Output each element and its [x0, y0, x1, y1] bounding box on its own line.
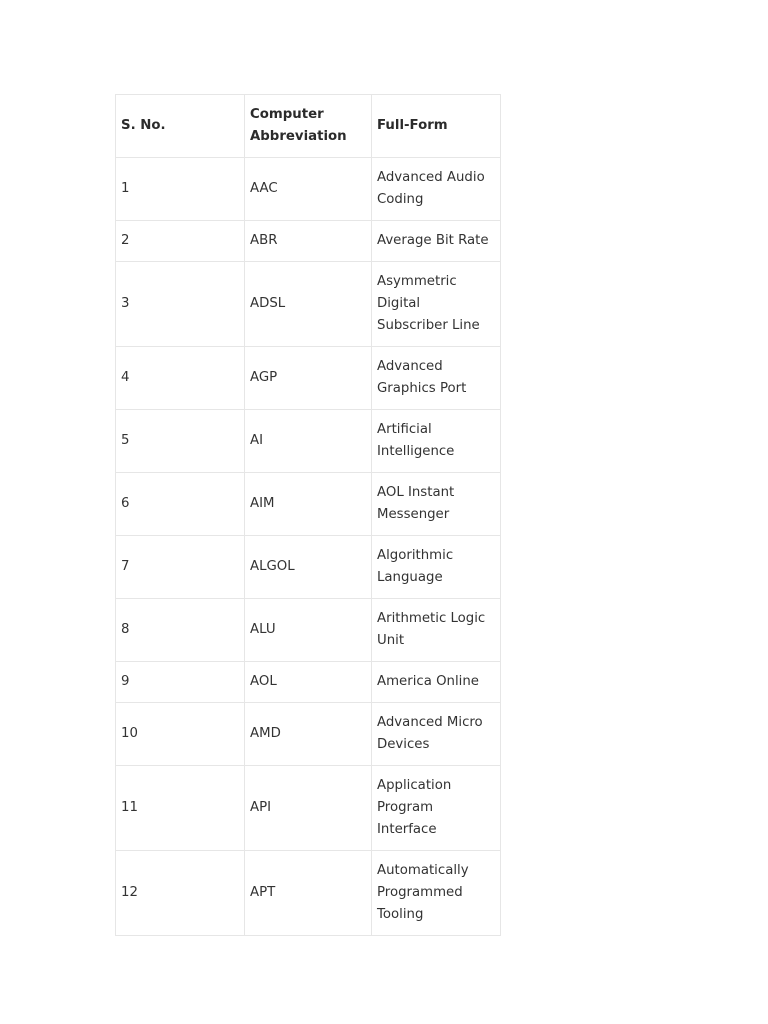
abbreviation-cell: AGP	[245, 347, 372, 410]
abbreviation-cell: ABR	[245, 221, 372, 262]
abbreviation-cell: API	[245, 766, 372, 851]
abbreviation-cell: ADSL	[245, 262, 372, 347]
abbreviation-cell: AOL	[245, 662, 372, 703]
header-row	[116, 95, 501, 158]
serial-number-cell: 8	[116, 599, 245, 662]
abbreviation-cell: ALU	[245, 599, 372, 662]
abbreviation-cell: AAC	[245, 158, 372, 221]
full-form-cell: Arithmetic Logic Unit	[372, 599, 501, 662]
serial-number-cell: 9	[116, 662, 245, 703]
serial-number-cell: 1	[116, 158, 245, 221]
table-row	[116, 766, 501, 851]
header-abbreviation: Computer Abbreviation	[245, 95, 372, 158]
full-form-cell: Automatically Programmed Tooling	[372, 851, 501, 936]
serial-number-cell: 3	[116, 262, 245, 347]
full-form-cell: Asymmetric Digital Subscriber Line	[372, 262, 501, 347]
serial-number-cell: 5	[116, 410, 245, 473]
serial-number-cell: 7	[116, 536, 245, 599]
abbreviations-table	[115, 94, 501, 936]
serial-number-cell: 10	[116, 703, 245, 766]
table-row	[116, 662, 501, 703]
table-row	[116, 158, 501, 221]
table-body	[116, 158, 501, 936]
abbreviation-cell: AI	[245, 410, 372, 473]
serial-number-cell: 6	[116, 473, 245, 536]
abbreviation-cell: AIM	[245, 473, 372, 536]
table-row	[116, 221, 501, 262]
full-form-cell: Application Program Interface	[372, 766, 501, 851]
full-form-cell: America Online	[372, 662, 501, 703]
abbreviation-cell: APT	[245, 851, 372, 936]
full-form-cell: Advanced Graphics Port	[372, 347, 501, 410]
header-serial-number: S. No.	[116, 95, 245, 158]
full-form-cell: AOL Instant Messenger	[372, 473, 501, 536]
table-row	[116, 703, 501, 766]
abbreviation-cell: ALGOL	[245, 536, 372, 599]
full-form-cell: Advanced Audio Coding	[372, 158, 501, 221]
full-form-cell: Average Bit Rate	[372, 221, 501, 262]
table-row	[116, 851, 501, 936]
serial-number-cell: 4	[116, 347, 245, 410]
table-row	[116, 599, 501, 662]
table-row	[116, 410, 501, 473]
table-row	[116, 347, 501, 410]
full-form-cell: Algorithmic Language	[372, 536, 501, 599]
table-row	[116, 262, 501, 347]
table-header	[116, 95, 501, 158]
table-row	[116, 473, 501, 536]
serial-number-cell: 11	[116, 766, 245, 851]
table-row	[116, 536, 501, 599]
full-form-cell: Advanced Micro Devices	[372, 703, 501, 766]
header-full-form: Full-Form	[372, 95, 501, 158]
serial-number-cell: 12	[116, 851, 245, 936]
abbreviation-cell: AMD	[245, 703, 372, 766]
serial-number-cell: 2	[116, 221, 245, 262]
full-form-cell: Artificial Intelligence	[372, 410, 501, 473]
